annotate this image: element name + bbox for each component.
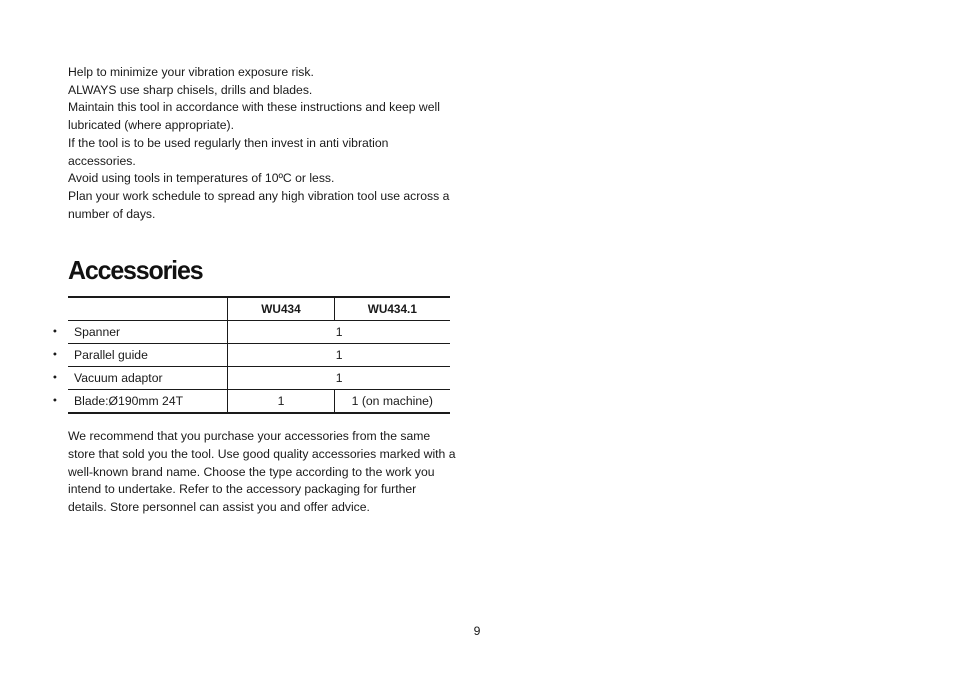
accessory-name: Blade:Ø190mm 24T [74,394,184,408]
tip-line: Avoid using tools in temperatures of 10ºC or less. [68,171,335,186]
accessory-quantity: 1 [228,321,450,344]
page-number: 9 [473,624,481,638]
table-row [68,344,450,367]
accessory-name: Parallel guide [74,348,148,362]
table-header-row [68,297,450,321]
accessory-name: Spanner [74,325,121,339]
bullet-icon: • [53,325,57,338]
tip-line: Maintain this tool in accordance with these instructions and keep well lubricated (where appropriate). [68,100,440,133]
table-row [68,367,450,390]
column-header-wu434-1: WU434.1 [334,297,450,321]
column-header-wu434: WU434 [228,297,334,321]
tip-line: If the tool is to be used regularly then invest in anti vibration accessories. [68,135,389,168]
accessories-heading: Accessories [68,255,203,285]
table-row [68,390,450,414]
tip-line: Help to minimize your vibration exposure risk. [68,65,314,79]
safety-tips [68,64,458,223]
bullet-icon: • [53,348,57,361]
table-row [68,321,450,344]
accessory-quantity-wu434: 1 [228,390,334,414]
accessory-name: Vacuum adaptor [74,371,163,385]
accessory-name-cell [53,321,228,344]
accessory-name-cell [53,390,228,414]
tip-line: ALWAYS use sharp chisels, drills and blades. [68,82,313,97]
tip-line: Plan your work schedule to spread any high vibration tool use across a number of days. [68,188,450,221]
accessories-recommendation: We recommend that you purchase your accessories from the same store that sold you the tool. Use good quality accessories marked with a well-known brand name. Choose the type according to the work you intend to undertake. Refer to the accessory packaging for further details. Store personnel can assist you and offer advice. [68,429,456,515]
accessory-name-cell [53,367,228,390]
accessory-quantity: 1 [228,367,450,390]
accessories-table [53,296,450,414]
accessory-name-cell [53,344,228,367]
accessory-quantity-wu434-1: 1 (on machine) [334,390,450,414]
bullet-icon: • [53,394,57,407]
column-header-item [68,297,228,321]
accessory-quantity: 1 [228,344,450,367]
bullet-icon: • [53,371,57,384]
